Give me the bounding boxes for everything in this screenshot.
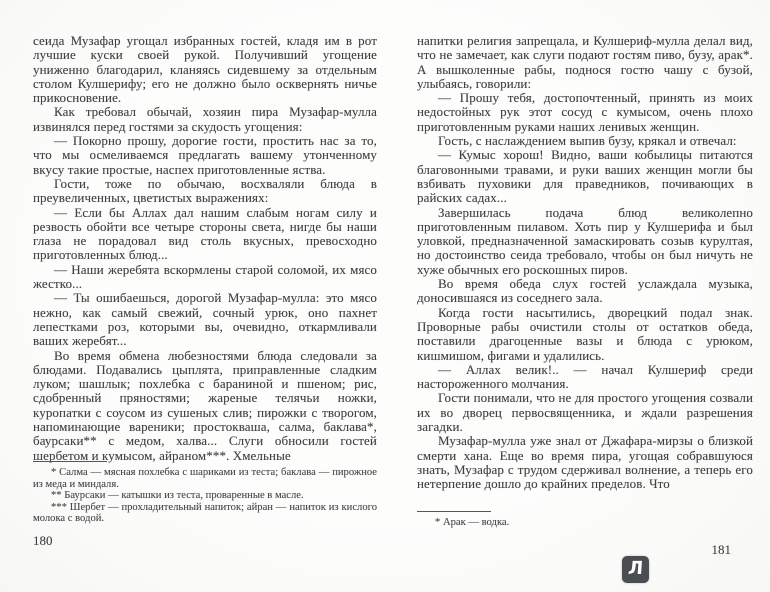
- page-number-left: 180: [33, 533, 53, 548]
- paragraph: Как требовал обычай, хозяин пира Музафар-мулла извинялся перед гостями за скудость угощения:: [33, 104, 377, 134]
- left-page-text: [33, 34, 377, 464]
- paragraph: — Если бы Аллах дал нашим слабым ногам силу и резвость обойти все четыре стороны света, нигде бы наши глаза не порадовал вид столь вкусных, превосходно приготовленных блюд...: [33, 204, 377, 263]
- paragraph: Музафар-мулла уже знал от Джафара-мирзы о близкой смерти хана. Еще во время пира, угощая собравшуюся знать, Музафар с трудом сдерживал волнение, а теперь его нетерпение дошло до крайних пределов. Что: [417, 433, 753, 492]
- footnote: ** Баурсаки — катышки из теста, проваренные в масле.: [51, 490, 304, 502]
- paragraph: — Прошу тебя, достопочтенный, принять из моих недостойных рук этот сосуд с кумысом, очень плохо приготовленным руками наших ленивых женщин.: [417, 90, 753, 134]
- paragraph: — Аллах велик!.. — начал Кулшериф среди настороженного молчания.: [417, 361, 753, 392]
- footnote: * Салма — мясная похлебка с шариками из теста; баклава — пирожное из меда и миндаля.: [33, 467, 377, 490]
- labirint-watermark: [622, 556, 649, 583]
- paragraph: — Ты ошибаешься, дорогой Музафар-мулла: это мясо нежно, как самый свежий, сочный урюк, оно пахнет лепестками роз, которыми вы, очевидно, откармливали ваших жеребят...: [33, 290, 377, 349]
- footnote-rule: [417, 511, 491, 512]
- paragraph: сеида Музафар угощал избранных гостей, кладя им в рот лучшие куски своей рукой. Получивший угощение униженно благодарил, кланяясь сидевшему за отдельным столом Кулшерифу; его не должно было осквернять ничье прикосновение.: [33, 34, 377, 106]
- watermark-letter: Л: [627, 557, 644, 579]
- footnote-rule: [33, 461, 107, 462]
- right-page-footnotes: [417, 511, 753, 529]
- paragraph: Когда гости насытились, дворецкий подал знак. Проворные рабы очистили столы от остатков обеда, поставили драгоценные вазы и блюда с урюком, кишмишом, фигами и удалились.: [417, 304, 753, 363]
- footnote: * Арак — водка.: [435, 517, 510, 528]
- paragraph: — Наши жеребята вскормлены старой соломой, их мясо жестко...: [33, 261, 377, 292]
- paragraph: — Покорно прошу, дорогие гости, простить нас за то, что мы осмеливаемся предлагать вашему утонченному вкусу такие простые, наспех приготовленные яства.: [33, 133, 377, 177]
- paragraph: — Кумыс хорош! Видно, ваши кобылицы питаются благовонными травами, и руки ваших женщин могли бы взбивать пуховики для праведников, почивающих в райских садах...: [417, 147, 753, 206]
- right-page-text: [417, 34, 753, 512]
- paragraph: Завершилась подача блюд великолепно приготовленным пилавом. Хоть пир у Кулшерифа и был уловкой, предназначенной замаскировать созыв курултая, но достоинство сеида требовало, чтобы он был ничуть не хуже обычных его роскошных пиров.: [417, 204, 753, 277]
- left-page-footnotes: [33, 461, 377, 525]
- page-number-right: 181: [711, 542, 731, 557]
- paragraph: Во время обмена любезностями блюда следовали за блюдами. Подавались цыплята, приправленные сладким луком; шашлык; похлебка с бараниной и пшеном; рис, сдобренный пряностями; жареные телячьи ножки, куропатки с соусом из сушеных слив; пирожки с творогом, напоминающие вареники; простокваша, салма, баклава*, баурсаки** с медом, халва... Слуги обносили гостей шербетом и кумысом, айраном***. Хмельные: [33, 347, 377, 463]
- paragraph: Гости, тоже по обычаю, восхваляли блюда в преувеличенных, цветистых выражениях:: [33, 175, 377, 206]
- paragraph: Гости понимали, что не для простого угощения созвали их во дворец первосвященника, и ждали разрешения загадки.: [417, 390, 753, 435]
- footnote: *** Шербет — прохладительный напиток; айран — напиток из кислого молока с водой.: [33, 501, 377, 525]
- paragraph: Во время обеда слух гостей услаждала музыка, доносившаяся из соседнего зала.: [417, 276, 753, 306]
- paragraph: напитки религия запрещала, и Кулшериф-мулла делал вид, что не замечает, как слуги подают гостям пиво, бузу, арак*. А вышколенные рабы, поднося гостю чашу с бузой, улыбаясь, говорили:: [417, 34, 753, 91]
- paragraph: Гость, с наслаждением выпив бузу, крякал и отвечал:: [438, 133, 737, 149]
